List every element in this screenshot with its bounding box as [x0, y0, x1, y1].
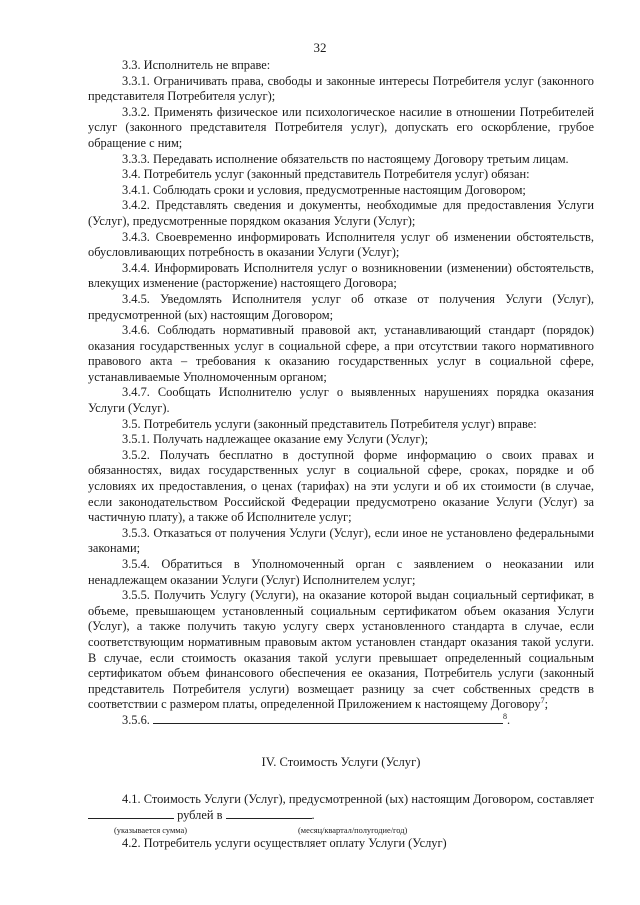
clause-3-5-2: 3.5.2. Получать бесплатно в доступной форме информацию о своих правах и обязанностях, видах государственных услуг в социальной сфере, сроках, порядке и об условиях их предоставления, о ценах (тарифах) на эти услуги и об их стоимости (в случае, если законодательством Российской Федерации предусмотрено оказание Услуги (Услуг) за частичную плату), а также об Исполнителе услуг; [88, 447, 594, 525]
clause-3-5-6 [88, 713, 594, 729]
clause-3-4-2: 3.4.2. Представлять сведения и документы, необходимые для предоставления Услуги (Услуг), предусмотренные порядком оказания Услуги (Услуг); [88, 198, 594, 228]
section-heading: IV. Стоимость Услуги (Услуг) [261, 754, 421, 769]
clause-3-5-1: 3.5.1. Получать надлежащее оказание ему Услуги (Услуг); [122, 432, 429, 447]
clause-3-3: 3.3. Исполнитель не вправе: [122, 58, 271, 72]
clause-3-5-6-tail: . [507, 712, 511, 727]
period-blank[interactable] [226, 818, 312, 819]
amount-blank[interactable] [88, 818, 174, 819]
clause-3-5-5-tail: ; [544, 697, 549, 712]
clause-3-3-3: 3.3.3. Передавать исполнение обязательств по настоящему Договору третьим лицам. [122, 151, 569, 166]
clause-3-3-2: 3.3.2. Применять физическое или психологическое насилие в отношении Потребителей услуг (законного представителя Потребителя услуг), допускать его оскорбление, грубое обращение с ним; [88, 104, 594, 150]
clause-3-5-5 [88, 588, 594, 713]
clause-3-5-3: 3.5.3. Отказаться от получения Услуги (Услуг), если иное не установлено федеральными законами; [88, 525, 594, 556]
clause-3-4-1: 3.4.1. Соблюдать сроки и условия, предусмотренные настоящим Договором; [122, 182, 526, 197]
clause-4-1 [88, 792, 594, 823]
clause-4-1-end: . [311, 807, 315, 822]
clause-3-4: 3.4. Потребитель услуг (законный представитель Потребителя услуг) обязан: [122, 167, 530, 182]
clause-3-5-6-label: 3.5.6. [122, 712, 150, 727]
caption-period: (месяц/квартал/полугодие/год) [298, 826, 408, 836]
clause-3-5-4: 3.5.4. Обратиться в Уполномоченный орган с заявлением о неоказании или ненадлежащем оказании Услуги (Услуг) Исполнителем услуг; [88, 557, 594, 587]
clause-4-1-text: 4.1. Стоимость Услуги (Услуг), предусмотренной (ых) настоящим Договором, составляет [122, 792, 594, 807]
caption-sum: (указывается сумма) [114, 826, 188, 836]
footnote-ref-8: 8 [503, 711, 507, 721]
clause-3-3-1: 3.3.1. Ограничивать права, свободы и законные интересы Потребителя услуг (законного представителя Потребителя услуг); [88, 73, 594, 104]
clause-3-4-3: 3.4.3. Своевременно информировать Исполнителя услуг об изменении обстоятельств, обусловливающих потребность в оказании Услуги (Услуг); [88, 229, 594, 260]
clause-3-5: 3.5. Потребитель услуги (законный представитель Потребителя услуг) вправе: [122, 416, 537, 431]
caption-row [88, 823, 594, 836]
clause-4-2: 4.2. Потребитель услуги осуществляет оплату Услуги (Услуг) [122, 836, 447, 851]
clause-4-1-mid: рублей в [177, 807, 223, 822]
page-number: 32 [313, 40, 327, 55]
clause-3-4-6: 3.4.6. Соблюдать нормативный правовой акт, устанавливающий стандарт (порядок) оказания государственных услуг в социальной сфере, а при отсутствии такого нормативного правового акта – требования к оказанию государственных услуг в социальной сфере, устанавливаемые Уполномоченным органом; [88, 323, 594, 384]
clause-3-5-6-blank[interactable] [153, 723, 503, 724]
clause-3-4-5: 3.4.5. Уведомлять Исполнителя услуг об отказе от получения Услуги (Услуг), предусмотренной (ых) настоящим Договором; [88, 291, 594, 322]
footnote-ref-7: 7 [540, 696, 545, 706]
clause-3-5-5-text: 3.5.5. Получить Услугу (Услуги), на оказание которой выдан социальный сертификат, в объеме, превышающем установленный социальным сертификатом объем оказания Услуги (Услуг), а также получить такую услугу сверх установленного стандарта в случае, если соответствующим нормативным правовым актом установлен стандарт оказания такой услуги. В случае, если стоимость оказания такой услуги превышает определенный социальным сертификатом объем финансового обеспечения ее оказания, Потребитель услуги (законный представитель Потребителя услуги) возмещает разницу за счет собственных средств в соответствии с размером платы, определенной Приложением к настоящему Договору [88, 588, 594, 712]
clause-3-4-4: 3.4.4. Информировать Исполнителя услуг о возникновении (изменении) обстоятельств, влекущих изменение (расторжение) настоящего Договора; [88, 260, 594, 291]
clause-3-4-7: 3.4.7. Сообщать Исполнителю услуг о выявленных нарушениях порядка оказания Услуги (Услуг). [88, 385, 594, 416]
document-body [88, 58, 594, 852]
